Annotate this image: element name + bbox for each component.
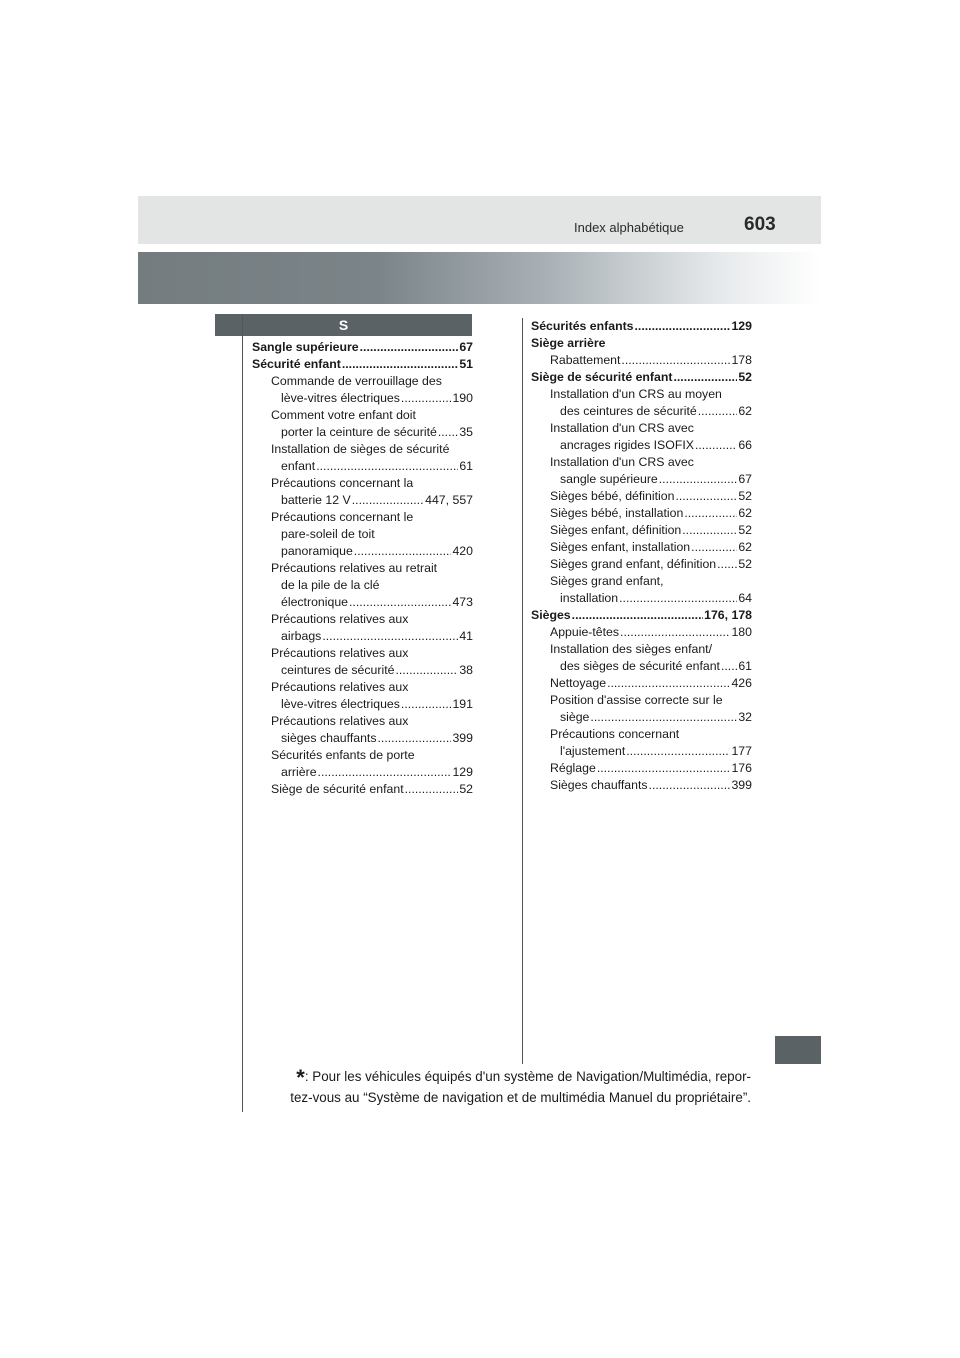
index-entry [252,679,473,696]
index-entry-text: lève-vitres électriques [281,697,400,711]
index-entry-text: porter la ceinture de sécurité [281,425,437,439]
index-entry-page[interactable]: 447, 557 [425,493,473,507]
index-entry-text: airbags [281,629,322,643]
dot-leader [717,556,737,573]
dot-leader [342,356,458,373]
dot-leader [682,522,737,539]
dot-leader [349,594,451,611]
index-entry [531,505,752,522]
index-entry [531,420,752,437]
index-entry [252,560,473,577]
index-entry [252,509,473,526]
dot-leader [401,390,452,407]
index-entry-text: Sièges bébé, installation [550,506,684,520]
index-entry [531,590,752,607]
dot-leader [360,339,459,356]
index-entry-text: ancrages rigides ISOFIX [560,438,694,452]
index-entry-text: Installation d'un CRS avec [550,421,694,435]
index-entry-text: Sièges bébé, définition [550,489,675,503]
index-entry [531,777,752,794]
page-number: 603 [744,214,776,235]
dot-leader [590,709,737,726]
index-entry-text: Commande de verrouillage des [271,374,442,388]
footnote-line-1 [276,1067,751,1088]
index-entry [531,760,752,777]
dot-leader [620,624,730,641]
index-entry [252,730,473,747]
index-entry-page[interactable]: 52 [738,370,752,384]
index-entry-text: enfant [281,459,316,473]
index-entry [252,424,473,441]
index-entry-page[interactable]: 64 [738,591,752,605]
dot-leader [316,458,458,475]
index-entry [531,488,752,505]
index-entry-page[interactable]: 62 [738,506,752,520]
index-entry-text: des ceintures de sécurité [560,404,697,418]
index-entry-text: Sangle supérieure [252,340,359,354]
index-entry-page[interactable]: 129 [731,319,752,333]
index-entry [252,339,473,356]
index-entry-page[interactable]: 66 [738,438,752,452]
index-entry [531,403,752,420]
index-entry [252,543,473,560]
index-entry [252,747,473,764]
index-entry-text: Siège arrière [531,336,606,350]
index-entry-text: arrière [281,765,317,779]
index-entry-page[interactable]: 41 [459,629,473,643]
index-entry [252,713,473,730]
dot-leader [619,590,737,607]
index-entry-text: Siège de sécurité enfant [271,782,404,796]
index-entry-page[interactable]: 52 [459,782,473,796]
left-divider-line [242,314,243,1112]
index-column-left [252,339,473,798]
index-entry-page[interactable]: 61 [738,659,752,673]
index-entry-text: Précautions concernant [550,727,680,741]
header-title: Index alphabétique [574,220,684,235]
header-band [138,196,821,244]
index-entry [252,611,473,628]
index-entry [252,781,473,798]
index-entry [252,662,473,679]
index-entry [531,454,752,471]
index-entry [252,390,473,407]
dot-leader [607,675,730,692]
index-entry [252,645,473,662]
dot-leader [354,543,452,560]
index-entry-text: batterie 12 V [281,493,351,507]
dot-leader [377,730,451,747]
index-entry-text: Appuie-têtes [550,625,620,639]
index-entry-page[interactable]: 399 [452,731,473,745]
index-entry [531,641,752,658]
index-entry-page[interactable]: 473 [452,595,473,609]
index-entry-page[interactable]: 176, 178 [704,608,752,622]
dot-leader [395,662,458,679]
index-entry-page[interactable]: 52 [738,557,752,571]
index-entry [531,743,752,760]
index-entry [531,335,752,352]
index-entry-text: Comment votre enfant doit [271,408,416,422]
index-entry-page[interactable]: 35 [459,425,473,439]
dot-leader [675,488,737,505]
index-entry-page[interactable]: 32 [738,710,752,724]
index-entry-page[interactable]: 180 [731,625,752,639]
index-entry-text: électronique [281,595,348,609]
index-entry-text: des sièges de sécurité enfant [560,659,720,673]
index-entry-text: Précautions relatives aux [271,714,409,728]
index-entry [531,624,752,641]
index-entry [531,539,752,556]
index-entry-page[interactable]: 191 [452,697,473,711]
index-entry [531,471,752,488]
dot-leader [597,760,731,777]
dot-leader [673,369,737,386]
index-entry-text: Sièges chauffants [550,778,648,792]
index-entry-page[interactable]: 190 [452,391,473,405]
index-entry-text: Siège de sécurité enfant [531,370,673,384]
index-entry-text: Sièges enfant, définition [550,523,682,537]
index-entry [531,573,752,590]
index-entry-page[interactable]: 52 [738,523,752,537]
index-entry [252,441,473,458]
index-entry-text: Sièges grand enfant, [550,574,664,588]
index-entry-text: Précautions concernant le [271,510,414,524]
index-entry-text: Sécurités enfants [531,319,634,333]
dot-leader [626,743,730,760]
index-entry-page[interactable]: 62 [738,540,752,554]
footnote-line-2: tez-vous au “Système de navigation et de multimédia Manuel du propriétaire”. [290,1090,751,1105]
index-entry [531,522,752,539]
index-entry [531,318,752,335]
dot-leader [649,777,731,794]
index-entry [531,675,752,692]
dot-leader [691,539,737,556]
dot-leader [659,471,738,488]
index-entry-text: ceintures de sécurité [281,663,395,677]
index-column-right [531,318,752,794]
decorative-gradient-band [138,252,821,304]
dot-leader [721,658,737,675]
index-entry-text: Position d'assise correcte sur le [550,693,723,707]
index-entry-text: Nettoyage [550,676,607,690]
dot-leader [438,424,458,441]
index-entry [252,696,473,713]
footnote [276,1067,751,1108]
index-entry-text: Installation d'un CRS au moyen [550,387,722,401]
dot-leader [698,403,738,420]
index-entry [252,764,473,781]
index-entry-text: sangle supérieure [560,472,658,486]
index-entry-page[interactable]: 52 [738,489,752,503]
middle-divider-line [522,318,523,1064]
index-entry-text: Précautions concernant la [271,476,414,490]
index-entry-text: de la pile de la clé [281,578,380,592]
index-entry-page[interactable]: 129 [452,765,473,779]
index-entry-page[interactable]: 178 [731,353,752,367]
index-entry-text: siège [560,710,590,724]
index-entry-text: pare-soleil de toit [281,527,375,541]
index-entry-page[interactable]: 62 [738,404,752,418]
index-entry [531,437,752,454]
index-entry-page[interactable]: 420 [452,544,473,558]
index-entry [252,356,473,373]
index-entry-text: panoramique [281,544,353,558]
index-entry-page[interactable]: 51 [459,357,473,371]
index-entry [252,577,473,594]
index-entry [252,526,473,543]
index-entry-text: Sécurité enfant [252,357,341,371]
dot-leader [401,696,452,713]
index-entry-page[interactable]: 67 [738,472,752,486]
index-entry-text: Installation d'un CRS avec [550,455,694,469]
index-entry [531,386,752,403]
index-entry-text: Sièges [531,608,571,622]
index-entry [531,369,752,386]
index-entry-page[interactable]: 67 [459,340,473,354]
index-entry-text: sièges chauffants [281,731,377,745]
index-entry-text: installation [560,591,619,605]
dot-leader [322,628,458,645]
index-entry [252,594,473,611]
index-entry [531,692,752,709]
dot-leader [352,492,424,509]
index-entry [531,658,752,675]
footnote-marker: * [296,1065,305,1090]
index-entry-text: lève-vitres électriques [281,391,400,405]
index-entry [252,407,473,424]
index-entry [531,607,752,624]
index-entry [252,628,473,645]
index-entry-page[interactable]: 61 [459,459,473,473]
index-entry-page[interactable]: 177 [731,744,752,758]
index-entry-text: Sièges grand enfant, définition [550,557,717,571]
side-index-tab [775,1036,821,1064]
index-entry [531,726,752,743]
index-entry [252,492,473,509]
index-entry-text: Installation des sièges enfant/ [550,642,713,656]
section-letter-header: S [215,314,472,336]
index-entry-text: Installation de sièges de sécurité [271,442,450,456]
index-entry-text: Précautions relatives aux [271,680,409,694]
index-entry-text: Sécurités enfants de porte [271,748,415,762]
index-entry-text: l'ajustement [560,744,626,758]
index-entry [252,475,473,492]
index-entry-text: Réglage [550,761,596,775]
index-entry [252,458,473,475]
dot-leader [405,781,459,798]
index-entry [531,556,752,573]
dot-leader [695,437,737,454]
index-entry [531,709,752,726]
footnote-text-1: : Pour les véhicules équipés d'un système de Navigation/Multimédia, repor- [304,1069,751,1084]
index-entry-page[interactable]: 176 [731,761,752,775]
dot-leader [621,352,730,369]
dot-leader [572,607,703,624]
dot-leader [635,318,731,335]
index-entry-text: Sièges enfant, installation [550,540,691,554]
index-entry-text: Précautions relatives au retrait [271,561,438,575]
dot-leader [318,764,452,781]
index-entry-text: Rabattement [550,353,621,367]
index-entry-text: Précautions relatives aux [271,646,409,660]
index-entry [252,373,473,390]
index-entry [531,352,752,369]
index-entry-page[interactable]: 426 [731,676,752,690]
index-entry-page[interactable]: 399 [731,778,752,792]
dot-leader [684,505,737,522]
index-entry-text: Précautions relatives aux [271,612,409,626]
index-entry-page[interactable]: 38 [459,663,473,677]
